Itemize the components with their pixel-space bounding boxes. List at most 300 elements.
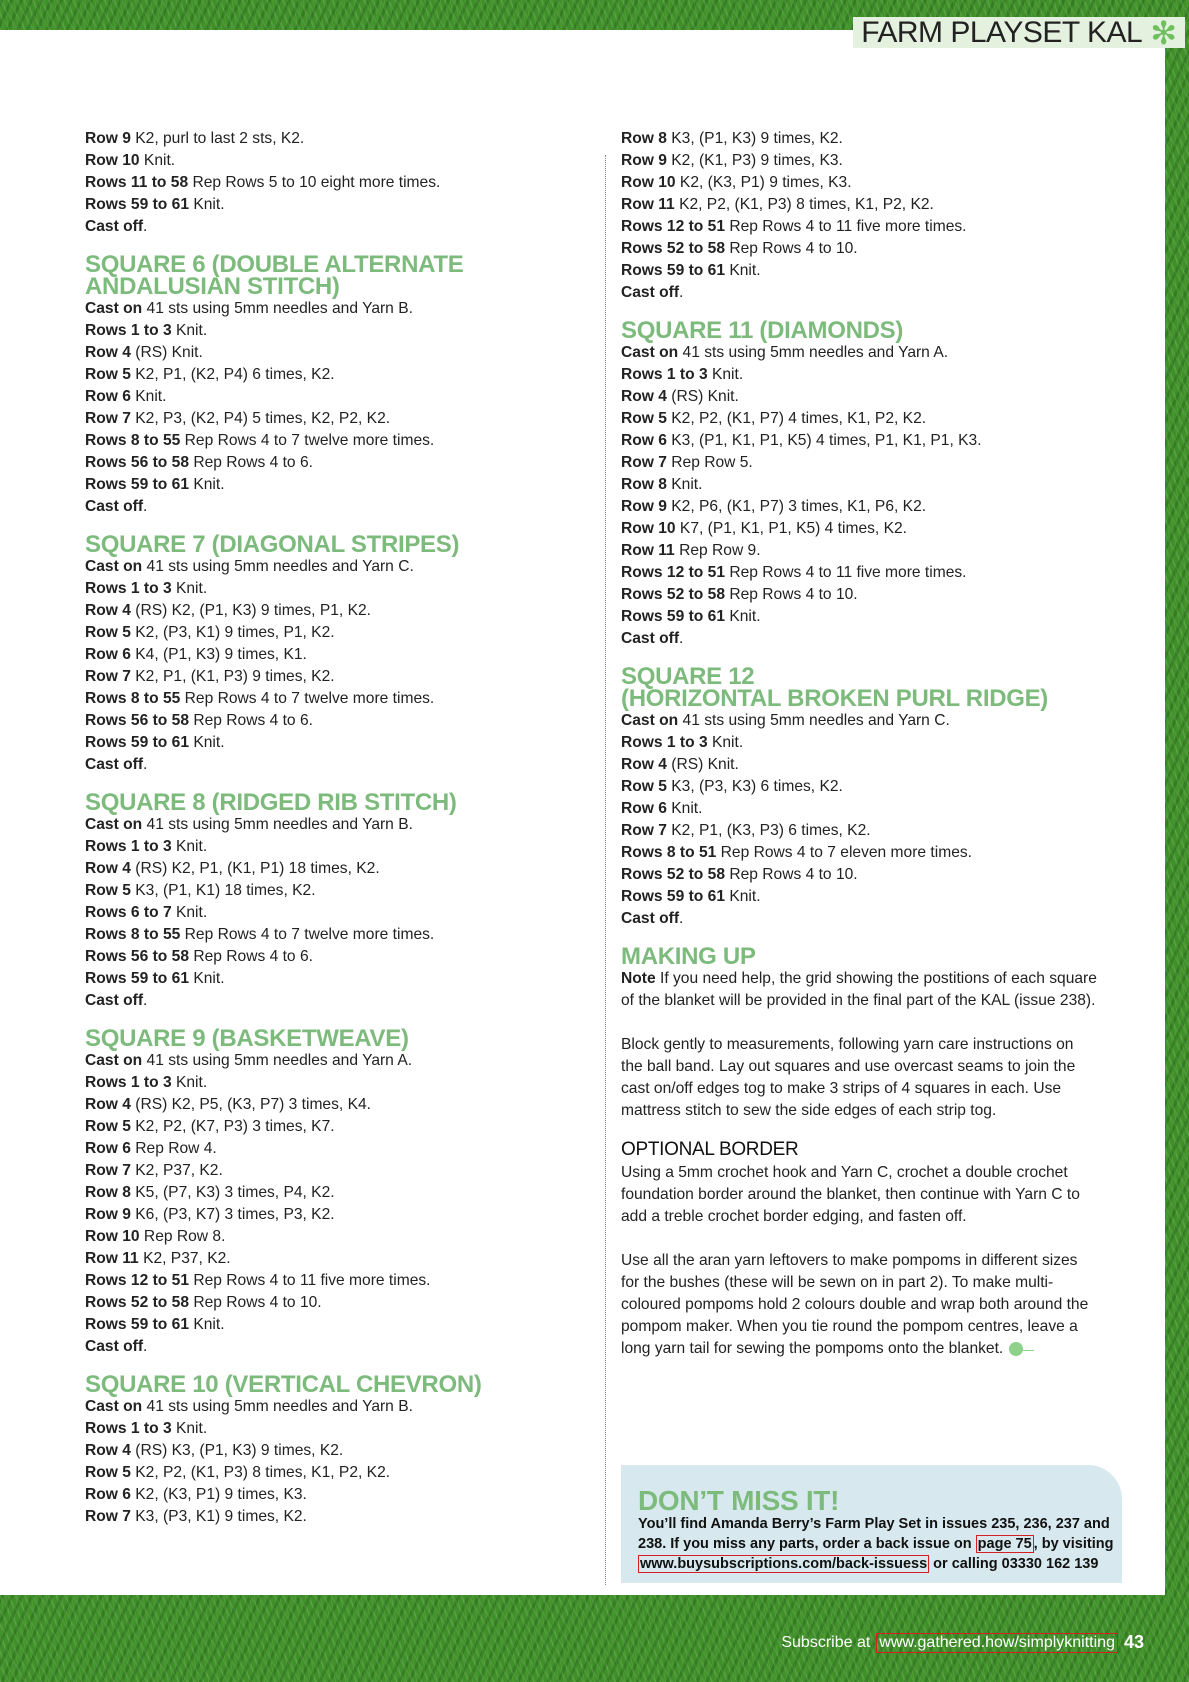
- instruction-label: Row 5: [85, 1464, 131, 1481]
- instruction-line: [621, 1294, 1141, 1316]
- instruction-text: mattress stitch to sew the side edges of each strip tog.: [621, 1102, 997, 1119]
- instruction-line: [85, 1248, 585, 1270]
- instruction-line: [621, 172, 1141, 194]
- instruction-line: [621, 842, 1141, 864]
- instruction-line: [85, 430, 585, 452]
- instruction-line: [85, 880, 585, 902]
- instruction-text: Knit.: [189, 476, 225, 493]
- instruction-text: Knit.: [171, 838, 208, 855]
- instruction-label: Row 5: [85, 882, 131, 899]
- section-heading: SQUARE 10 (VERTICAL CHEVRON): [85, 1371, 482, 1398]
- instruction-label: Rows 52 to 58: [621, 866, 725, 883]
- instruction-line: [621, 238, 1141, 260]
- section-heading: SQUARE 11 (DIAMONDS): [621, 317, 904, 344]
- instruction-text: .: [679, 630, 684, 647]
- instruction-line: [621, 474, 1141, 496]
- instruction-text: K2, P3, (K2, P4) 5 times, K2, P2, K2.: [130, 410, 391, 427]
- instruction-label: Rows 59 to 61: [85, 196, 189, 213]
- instruction-text: Rep Rows 4 to 6.: [189, 948, 313, 965]
- instruction-label: Rows 59 to 61: [85, 1316, 189, 1333]
- instruction-text: Rep Rows 4 to 10.: [725, 586, 858, 603]
- instruction-text: 41 sts using 5mm needles and Yarn A.: [678, 344, 949, 361]
- section-title: FARM PLAYSET KAL: [861, 15, 1143, 49]
- instruction-text: Knit.: [139, 152, 176, 169]
- instruction-label: Cast off: [85, 218, 144, 235]
- instruction-line: [621, 364, 1141, 386]
- instruction-text: for the bushes (these will be sewn on in part 2). To make multi-: [621, 1274, 1054, 1291]
- instruction-text: Knit.: [666, 800, 703, 817]
- instruction-text: Rep Rows 4 to 7 twelve more times.: [180, 432, 435, 449]
- instruction-label: Cast off: [85, 756, 144, 773]
- right-column: [621, 128, 1141, 1360]
- promo-text: or calling 03330 162 139: [929, 1556, 1099, 1572]
- instruction-label: Row 5: [85, 1118, 131, 1135]
- instruction-text: Rep Rows 4 to 6.: [189, 454, 313, 471]
- instruction-line: [621, 1250, 1141, 1272]
- instruction-text: 41 sts using 5mm needles and Yarn C.: [678, 712, 950, 729]
- instruction-line: [621, 732, 1141, 754]
- instruction-label: Row 7: [85, 1508, 131, 1525]
- instruction-line: [85, 1094, 585, 1116]
- instruction-label: Rows 8 to 51: [621, 844, 717, 861]
- instruction-label: Row 6: [621, 800, 667, 817]
- instruction-line: [85, 1072, 585, 1094]
- instruction-text: Rep Rows 4 to 10.: [725, 240, 858, 257]
- instruction-label: Row 4: [85, 1442, 131, 1459]
- instruction-line: [85, 858, 585, 880]
- instruction-label: Cast on: [85, 1052, 143, 1069]
- instruction-line: [621, 216, 1141, 238]
- instruction-text: .: [143, 218, 148, 235]
- instruction-text: K2, purl to last 2 sts, K2.: [130, 130, 305, 147]
- instruction-text: K2, (K3, P1) 9 times, K3.: [130, 1486, 307, 1503]
- promo-text: 238. If you miss any parts, order a back issue on: [638, 1536, 976, 1552]
- instruction-label: Rows 59 to 61: [621, 888, 725, 905]
- instruction-line: [621, 128, 1141, 150]
- instruction-text: If you need help, the grid showing the postitions of each square: [655, 970, 1097, 987]
- instruction-text: 41 sts using 5mm needles and Yarn C.: [142, 558, 414, 575]
- instruction-text: Knit.: [189, 734, 225, 751]
- instruction-line: [85, 1050, 585, 1072]
- section-heading: MAKING UP: [621, 943, 756, 970]
- instruction-text: Rep Rows 4 to 7 twelve more times.: [180, 690, 435, 707]
- instruction-line: [621, 908, 1141, 930]
- instruction-line: [621, 606, 1141, 628]
- instruction-line: [85, 1204, 585, 1226]
- section-heading: SQUARE 8 (RIDGED RIB STITCH): [85, 789, 457, 816]
- subscribe-link[interactable]: www.gathered.how/simplyknitting: [876, 1633, 1118, 1653]
- instruction-text: Rep Rows 4 to 11 five more times.: [189, 1272, 431, 1289]
- instruction-line: [85, 1506, 585, 1528]
- instruction-text: K2, P2, (K1, P7) 4 times, K1, P2, K2.: [666, 410, 927, 427]
- instruction-line: [621, 754, 1141, 776]
- instruction-line: [85, 1484, 585, 1506]
- instruction-text: Knit.: [725, 262, 761, 279]
- instruction-label: Row 6: [621, 432, 667, 449]
- instruction-line: [621, 194, 1141, 216]
- instruction-label: Cast off: [621, 910, 680, 927]
- instruction-label: Row 7: [621, 454, 667, 471]
- instruction-label: Rows 1 to 3: [85, 580, 172, 597]
- instruction-label: Rows 59 to 61: [85, 476, 189, 493]
- page-75-link[interactable]: page 75: [977, 1536, 1032, 1552]
- instruction-text: Rep Rows 4 to 11 five more times.: [725, 218, 967, 235]
- instruction-text: the ball band. Lay out squares and use overcast seams to join the: [621, 1058, 1076, 1075]
- flower-icon: ✻: [1150, 14, 1177, 51]
- instruction-label: Row 4: [85, 602, 131, 619]
- instruction-label: Cast on: [85, 558, 143, 575]
- instruction-text: (RS) K2, (P1, K3) 9 times, P1, K2.: [130, 602, 371, 619]
- instruction-label: Rows 1 to 3: [85, 838, 172, 855]
- instruction-line: [621, 430, 1141, 452]
- instruction-text: Knit.: [171, 322, 208, 339]
- paragraph-gap: [621, 1228, 1141, 1250]
- instruction-text: K2, (K3, P1) 9 times, K3.: [675, 174, 852, 191]
- footer-text: Subscribe at: [781, 1633, 871, 1651]
- instruction-text: K3, (P3, K3) 6 times, K2.: [666, 778, 843, 795]
- instruction-line: [621, 1272, 1141, 1294]
- instruction-label: Rows 11 to 58: [85, 174, 189, 191]
- instruction-label: Rows 1 to 3: [85, 1420, 172, 1437]
- instruction-text: K2, P1, (K1, P3) 9 times, K2.: [130, 668, 335, 685]
- instruction-text: K2, (K1, P3) 9 times, K3.: [666, 152, 843, 169]
- back-issues-link[interactable]: www.buysubscriptions.com/back-issuess: [640, 1556, 928, 1572]
- instruction-line: [621, 452, 1141, 474]
- instruction-label: Rows 52 to 58: [85, 1294, 189, 1311]
- instruction-line: [85, 710, 585, 732]
- instruction-label: Row 4: [621, 388, 667, 405]
- instruction-label: Rows 6 to 7: [85, 904, 172, 921]
- dont-miss-it-box: [621, 1465, 1122, 1583]
- instruction-label: Cast on: [621, 344, 679, 361]
- page-number: 43: [1123, 1632, 1144, 1652]
- instruction-label: Rows 56 to 58: [85, 712, 189, 729]
- instruction-label: Row 9: [621, 498, 667, 515]
- instruction-text: (RS) K2, P5, (K3, P7) 3 times, K4.: [130, 1096, 371, 1113]
- left-column: [85, 128, 585, 1528]
- instruction-line: [85, 1138, 585, 1160]
- instruction-text: K2, (P3, K1) 9 times, P1, K2.: [130, 624, 335, 641]
- instruction-text: Knit.: [130, 388, 167, 405]
- instruction-line: [621, 1078, 1141, 1100]
- instruction-label: Rows 56 to 58: [85, 454, 189, 471]
- instruction-line: [621, 1056, 1141, 1078]
- instruction-label: Rows 12 to 51: [621, 564, 725, 581]
- instruction-text: K2, P1, (K2, P4) 6 times, K2.: [130, 366, 335, 383]
- yarn-ball-icon: [1009, 1342, 1023, 1356]
- instruction-text: Rep Rows 4 to 6.: [189, 712, 313, 729]
- instruction-text: Knit.: [725, 888, 761, 905]
- instruction-line: [621, 886, 1141, 908]
- instruction-text: Rep Row 4.: [130, 1140, 217, 1157]
- instruction-text: (RS) Knit.: [666, 388, 739, 405]
- instruction-line: [85, 1418, 585, 1440]
- instruction-text: K2, P2, (K1, P3) 8 times, K1, P2, K2.: [674, 196, 934, 213]
- instruction-label: Row 10: [85, 1228, 140, 1245]
- instruction-text: Rep Rows 5 to 10 eight more times.: [188, 174, 441, 191]
- instruction-label: Cast off: [85, 1338, 144, 1355]
- instruction-text: Rep Row 9.: [674, 542, 761, 559]
- instruction-text: (RS) K3, (P1, K3) 9 times, K2.: [130, 1442, 344, 1459]
- instruction-line: [621, 260, 1141, 282]
- instruction-label: Rows 59 to 61: [621, 608, 725, 625]
- instruction-label: Cast on: [85, 300, 143, 317]
- instruction-line: [621, 518, 1141, 540]
- instruction-line: [621, 408, 1141, 430]
- instruction-text: (RS) Knit.: [666, 756, 739, 773]
- section-heading: ANDALUSIAN STITCH): [85, 273, 340, 300]
- instruction-text: K2, P2, (K7, P3) 3 times, K7.: [130, 1118, 335, 1135]
- section-heading: SQUARE 9 (BASKETWEAVE): [85, 1025, 409, 1052]
- instruction-text: Rep Rows 4 to 7 twelve more times.: [180, 926, 435, 943]
- instruction-line: [85, 836, 585, 858]
- instruction-label: Row 10: [85, 152, 140, 169]
- subheading: OPTIONAL BORDER: [621, 1139, 799, 1160]
- instruction-text: K3, (P1, K1, P1, K5) 4 times, P1, K1, P1, K3.: [666, 432, 982, 449]
- instruction-text: Use all the aran yarn leftovers to make pompoms in different sizes: [621, 1252, 1078, 1269]
- instruction-label: Row 7: [85, 1162, 131, 1179]
- instruction-line: [621, 150, 1141, 172]
- instruction-line: [85, 386, 585, 408]
- instruction-line: [621, 864, 1141, 886]
- instruction-label: Row 9: [621, 152, 667, 169]
- instruction-label: Row 4: [85, 860, 131, 877]
- instruction-label: Row 7: [621, 822, 667, 839]
- instruction-text: K3, (P1, K3) 9 times, K2.: [666, 130, 843, 147]
- instruction-line: [85, 474, 585, 496]
- instruction-line: [621, 1100, 1141, 1122]
- instruction-text: long yarn tail for sewing the pompoms onto the blanket.: [621, 1340, 1004, 1357]
- instruction-text: K3, (P1, K1) 18 times, K2.: [130, 882, 316, 899]
- instruction-text: 41 sts using 5mm needles and Yarn B.: [142, 300, 413, 317]
- instruction-line: [85, 754, 585, 776]
- instruction-line: [85, 1270, 585, 1292]
- instruction-text: K2, P6, (K1, P7) 3 times, K1, P6, K2.: [666, 498, 927, 515]
- instruction-text: Rep Rows 4 to 11 five more times.: [725, 564, 967, 581]
- instruction-line: [85, 172, 585, 194]
- instruction-line: [85, 1292, 585, 1314]
- instruction-label: Row 6: [85, 1486, 131, 1503]
- instruction-text: .: [679, 284, 684, 301]
- instruction-line: [85, 194, 585, 216]
- instruction-text: Knit.: [189, 970, 225, 987]
- instruction-text: Knit.: [171, 580, 208, 597]
- instruction-label: Cast off: [621, 284, 680, 301]
- instruction-text: Block gently to measurements, following yarn care instructions on: [621, 1036, 1074, 1053]
- section-heading: SQUARE 7 (DIAGONAL STRIPES): [85, 531, 460, 558]
- instruction-label: Note: [621, 970, 656, 987]
- instruction-line: [85, 128, 585, 150]
- instruction-text: Knit.: [171, 1420, 208, 1437]
- instruction-text: Knit.: [189, 1316, 225, 1333]
- instruction-line: [85, 408, 585, 430]
- instruction-label: Rows 12 to 51: [85, 1272, 189, 1289]
- instruction-text: K5, (P7, K3) 3 times, P4, K2.: [130, 1184, 335, 1201]
- instruction-line: [85, 1396, 585, 1418]
- instruction-label: Row 9: [85, 130, 131, 147]
- instruction-text: K7, (P1, K1, P1, K5) 4 times, K2.: [675, 520, 908, 537]
- paragraph-gap: [621, 1012, 1141, 1034]
- instruction-line: [85, 968, 585, 990]
- instruction-line: [85, 688, 585, 710]
- instruction-line: [85, 1336, 585, 1358]
- instruction-label: Row 8: [621, 476, 667, 493]
- instruction-label: Row 11: [85, 1250, 139, 1267]
- instruction-text: Knit.: [171, 1074, 208, 1091]
- instruction-line: [85, 990, 585, 1012]
- instruction-line: [85, 902, 585, 924]
- instruction-label: Rows 56 to 58: [85, 948, 189, 965]
- instruction-line: [85, 298, 585, 320]
- instruction-text: .: [679, 910, 684, 927]
- instruction-label: Row 6: [85, 388, 131, 405]
- instruction-label: Rows 8 to 55: [85, 432, 181, 449]
- instruction-text: (RS) K2, P1, (K1, P1) 18 times, K2.: [130, 860, 380, 877]
- instruction-line: [85, 364, 585, 386]
- instruction-line: [85, 644, 585, 666]
- instruction-line: [621, 540, 1141, 562]
- instruction-line: [621, 990, 1141, 1012]
- instruction-label: Rows 12 to 51: [621, 218, 725, 235]
- instruction-text: K3, (P3, K1) 9 times, K2.: [130, 1508, 307, 1525]
- instruction-label: Row 6: [85, 1140, 131, 1157]
- instruction-text: K2, P37, K2.: [130, 1162, 223, 1179]
- footer: [781, 1632, 1144, 1653]
- instruction-label: Cast off: [85, 498, 144, 515]
- instruction-line: [85, 216, 585, 238]
- instruction-line: [85, 1462, 585, 1484]
- instruction-label: Cast on: [85, 1398, 143, 1415]
- instruction-label: Cast off: [621, 630, 680, 647]
- instruction-label: Rows 1 to 3: [85, 1074, 172, 1091]
- section-heading: SQUARE 6 (DOUBLE ALTERNATE: [85, 251, 464, 278]
- instruction-line: [621, 1316, 1141, 1338]
- instruction-label: Rows 1 to 3: [621, 366, 708, 383]
- instruction-line: [621, 628, 1141, 650]
- instruction-line: [621, 710, 1141, 732]
- section-heading: (HORIZONTAL BROKEN PURL RIDGE): [621, 685, 1048, 712]
- section-heading: SQUARE 12: [621, 663, 755, 690]
- instruction-line: [85, 814, 585, 836]
- instruction-label: Row 5: [621, 778, 667, 795]
- instruction-text: K6, (P3, K7) 3 times, P3, K2.: [130, 1206, 335, 1223]
- instruction-line: [621, 1338, 1141, 1360]
- instruction-text: add a treble crochet border edging, and fasten off.: [621, 1208, 967, 1225]
- instruction-text: Rep Rows 4 to 10.: [725, 866, 858, 883]
- instruction-label: Cast off: [85, 992, 144, 1009]
- instruction-line: [85, 452, 585, 474]
- instruction-label: Rows 59 to 61: [85, 734, 189, 751]
- instruction-text: Rep Rows 4 to 10.: [189, 1294, 322, 1311]
- instruction-line: [621, 776, 1141, 798]
- instruction-line: [621, 562, 1141, 584]
- instruction-line: [85, 1440, 585, 1462]
- instruction-label: Row 6: [85, 646, 131, 663]
- instruction-text: Knit.: [666, 476, 703, 493]
- instruction-text: 41 sts using 5mm needles and Yarn B.: [142, 1398, 413, 1415]
- instruction-line: [85, 342, 585, 364]
- instruction-label: Rows 8 to 55: [85, 690, 181, 707]
- instruction-label: Rows 52 to 58: [621, 586, 725, 603]
- instruction-line: [621, 1184, 1141, 1206]
- instruction-text: of the blanket will be provided in the final part of the KAL (issue 238).: [621, 992, 1096, 1009]
- instruction-label: Row 5: [85, 624, 131, 641]
- instruction-text: cast on/off edges tog to make 3 strips of 4 squares in each. Use: [621, 1080, 1062, 1097]
- instruction-line: [85, 600, 585, 622]
- instruction-label: Row 5: [85, 366, 131, 383]
- promo-body: [638, 1514, 1118, 1574]
- instruction-text: K2, P1, (K3, P3) 6 times, K2.: [666, 822, 871, 839]
- column-divider: [605, 155, 606, 1585]
- instruction-line: [85, 946, 585, 968]
- promo-line: [638, 1534, 1118, 1554]
- instruction-line: [85, 1116, 585, 1138]
- instruction-label: Rows 59 to 61: [85, 970, 189, 987]
- instruction-line: [85, 556, 585, 578]
- instruction-line: [621, 342, 1141, 364]
- instruction-text: K4, (P1, K3) 9 times, K1.: [130, 646, 307, 663]
- instruction-line: [85, 732, 585, 754]
- instruction-line: [621, 968, 1141, 990]
- promo-line: [638, 1554, 1118, 1574]
- instruction-line: [85, 924, 585, 946]
- instruction-line: [621, 1206, 1141, 1228]
- instruction-label: Rows 59 to 61: [621, 262, 725, 279]
- instruction-label: Row 4: [621, 756, 667, 773]
- instruction-text: Rep Row 5.: [666, 454, 753, 471]
- instruction-text: .: [143, 992, 148, 1009]
- instruction-line: [85, 496, 585, 518]
- promo-heading: DON’T MISS IT!: [638, 1485, 840, 1516]
- instruction-line: [85, 1160, 585, 1182]
- instruction-text: Knit.: [707, 734, 744, 751]
- instruction-label: Row 7: [85, 668, 131, 685]
- instruction-label: Rows 52 to 58: [621, 240, 725, 257]
- instruction-label: Row 10: [621, 174, 676, 191]
- instruction-label: Row 7: [85, 410, 131, 427]
- instruction-label: Cast on: [621, 712, 679, 729]
- instruction-line: [621, 386, 1141, 408]
- instruction-text: Knit.: [189, 196, 225, 213]
- instruction-line: [621, 496, 1141, 518]
- promo-text: , by visiting: [1033, 1536, 1114, 1552]
- instruction-label: Cast on: [85, 816, 143, 833]
- instruction-text: K2, P2, (K1, P3) 8 times, K1, P2, K2.: [130, 1464, 391, 1481]
- instruction-line: [85, 1314, 585, 1336]
- instruction-text: pompom maker. When you tie round the pompom centres, leave a: [621, 1318, 1078, 1335]
- instruction-text: (RS) Knit.: [130, 344, 203, 361]
- instruction-label: Row 5: [621, 410, 667, 427]
- instruction-text: 41 sts using 5mm needles and Yarn A.: [142, 1052, 413, 1069]
- instruction-line: [85, 578, 585, 600]
- instruction-line: [621, 584, 1141, 606]
- instruction-line: [621, 820, 1141, 842]
- instruction-line: [85, 1226, 585, 1248]
- instruction-label: Row 11: [621, 542, 675, 559]
- instruction-label: Row 8: [85, 1184, 131, 1201]
- instruction-label: Row 11: [621, 196, 675, 213]
- instruction-label: Rows 1 to 3: [621, 734, 708, 751]
- instruction-line: [621, 282, 1141, 304]
- instruction-text: coloured pompoms hold 2 colours double and wrap both around the: [621, 1296, 1089, 1313]
- instruction-text: .: [143, 1338, 148, 1355]
- instruction-line: [85, 666, 585, 688]
- instruction-line: [85, 1182, 585, 1204]
- instruction-line: [621, 1034, 1141, 1056]
- instruction-text: Knit.: [171, 904, 208, 921]
- instruction-text: foundation border around the blanket, then continue with Yarn C to: [621, 1186, 1080, 1203]
- instruction-line: [621, 1162, 1141, 1184]
